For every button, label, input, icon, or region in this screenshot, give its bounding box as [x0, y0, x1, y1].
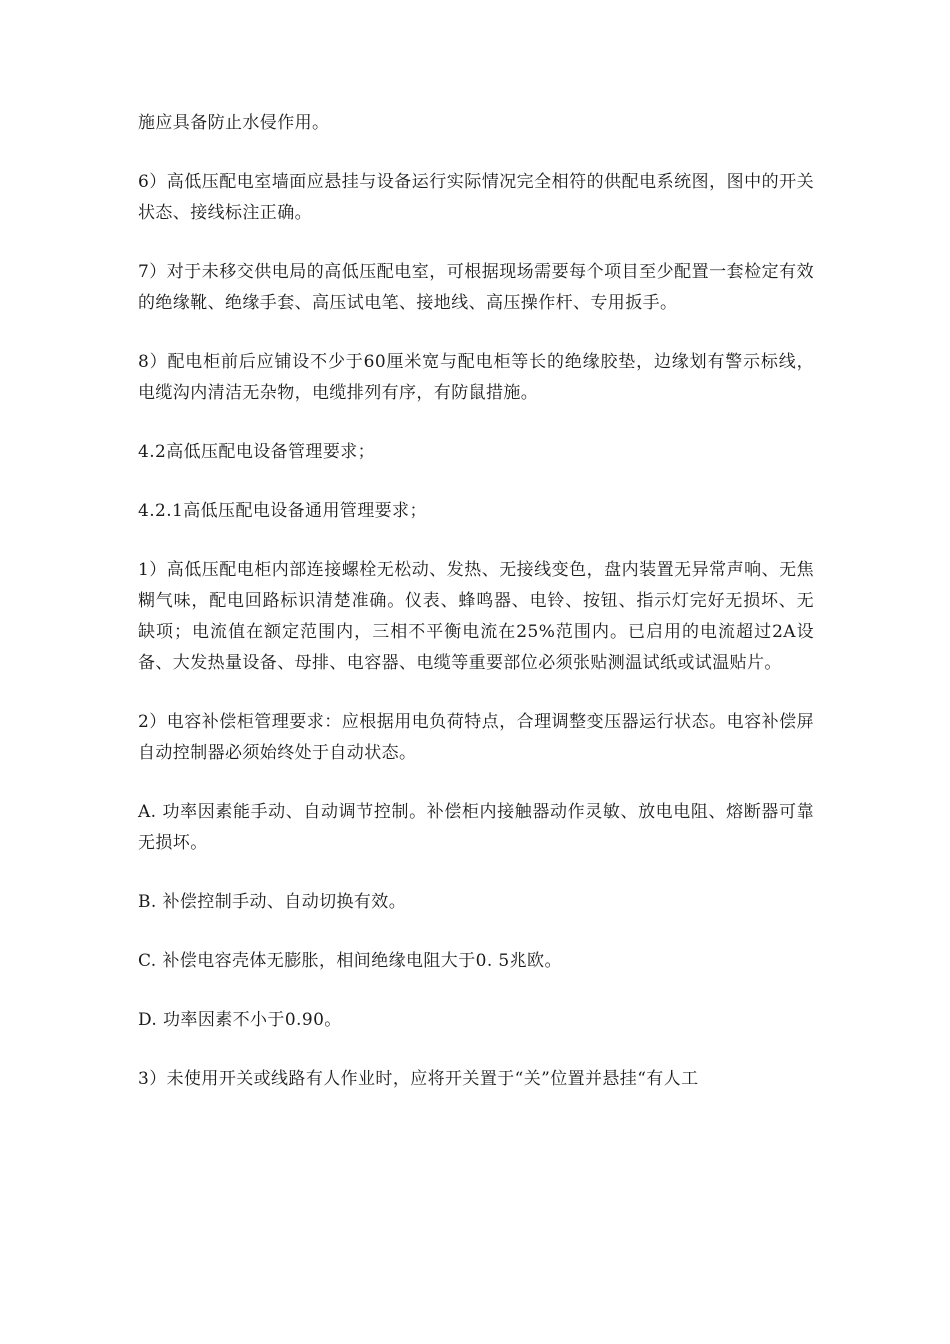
paragraph-item-6: 6）高低压配电室墙面应悬挂与设备运行实际情况完全相符的供配电系统图，图中的开关状态、接线标注正确。	[138, 172, 814, 223]
paragraph-spacer	[138, 1036, 814, 1064]
paragraph-spacer	[138, 139, 814, 167]
paragraph-spacer	[138, 229, 814, 257]
paragraph-requirement-3: 3）未使用开关或线路有人作业时，应将开关置于“关”位置并悬挂“有人工	[138, 1069, 699, 1089]
paragraph-subitem-b: B. 补偿控制手动、自动切换有效。	[138, 892, 407, 912]
document-page	[138, 108, 814, 1095]
paragraph-spacer	[138, 977, 814, 1005]
paragraph-subitem-d: D. 功率因素不小于0.90。	[138, 1010, 342, 1030]
paragraph-requirement-1: 1）高低压配电柜内部连接螺栓无松动、发热、无接线变色，盘内装置无异常声响、无焦糊气味，配电回路标识清楚准确。仪表、蜂鸣器、电铃、按钮、指示灯完好无损坏、无缺项；电流值在额定范围内，三相不平衡电流在25%范围内。已启用的电流超过2A设备、大发热量设备、母排、电容器、电缆等重要部位必须张贴测温试纸或试温贴片。	[138, 560, 814, 673]
paragraph-spacer	[138, 679, 814, 707]
paragraph-item-7: 7）对于未移交供电局的高低压配电室，可根据现场需要每个项目至少配置一套检定有效的绝缘靴、绝缘手套、高压试电笔、接地线、高压操作杆、专用扳手。	[138, 262, 814, 313]
paragraph-spacer	[138, 769, 814, 797]
section-heading-4-2: 4.2高低压配电设备管理要求；	[138, 442, 376, 462]
paragraph-spacer	[138, 468, 814, 496]
paragraph-continued: 施应具备防止水侵作用。	[138, 113, 330, 133]
paragraph-item-8: 8）配电柜前后应铺设不少于60厘米宽与配电柜等长的绝缘胶垫，边缘划有警示标线，电缆沟内清洁无杂物，电缆排列有序，有防鼠措施。	[138, 352, 814, 403]
paragraph-requirement-2: 2）电容补偿柜管理要求：应根据用电负荷特点，合理调整变压器运行状态。电容补偿屏自动控制器必须始终处于自动状态。	[138, 712, 814, 763]
paragraph-subitem-a: A. 功率因素能手动、自动调节控制。补偿柜内接触器动作灵敏、放电电阻、熔断器可靠无损坏。	[138, 802, 814, 853]
paragraph-spacer	[138, 527, 814, 555]
paragraph-spacer	[138, 918, 814, 946]
section-heading-4-2-1: 4.2.1高低压配电设备通用管理要求；	[138, 501, 427, 521]
paragraph-spacer	[138, 319, 814, 347]
paragraph-spacer	[138, 859, 814, 887]
paragraph-spacer	[138, 409, 814, 437]
paragraph-subitem-c: C. 补偿电容壳体无膨胀，相间绝缘电阻大于0. 5兆欧。	[138, 951, 562, 971]
